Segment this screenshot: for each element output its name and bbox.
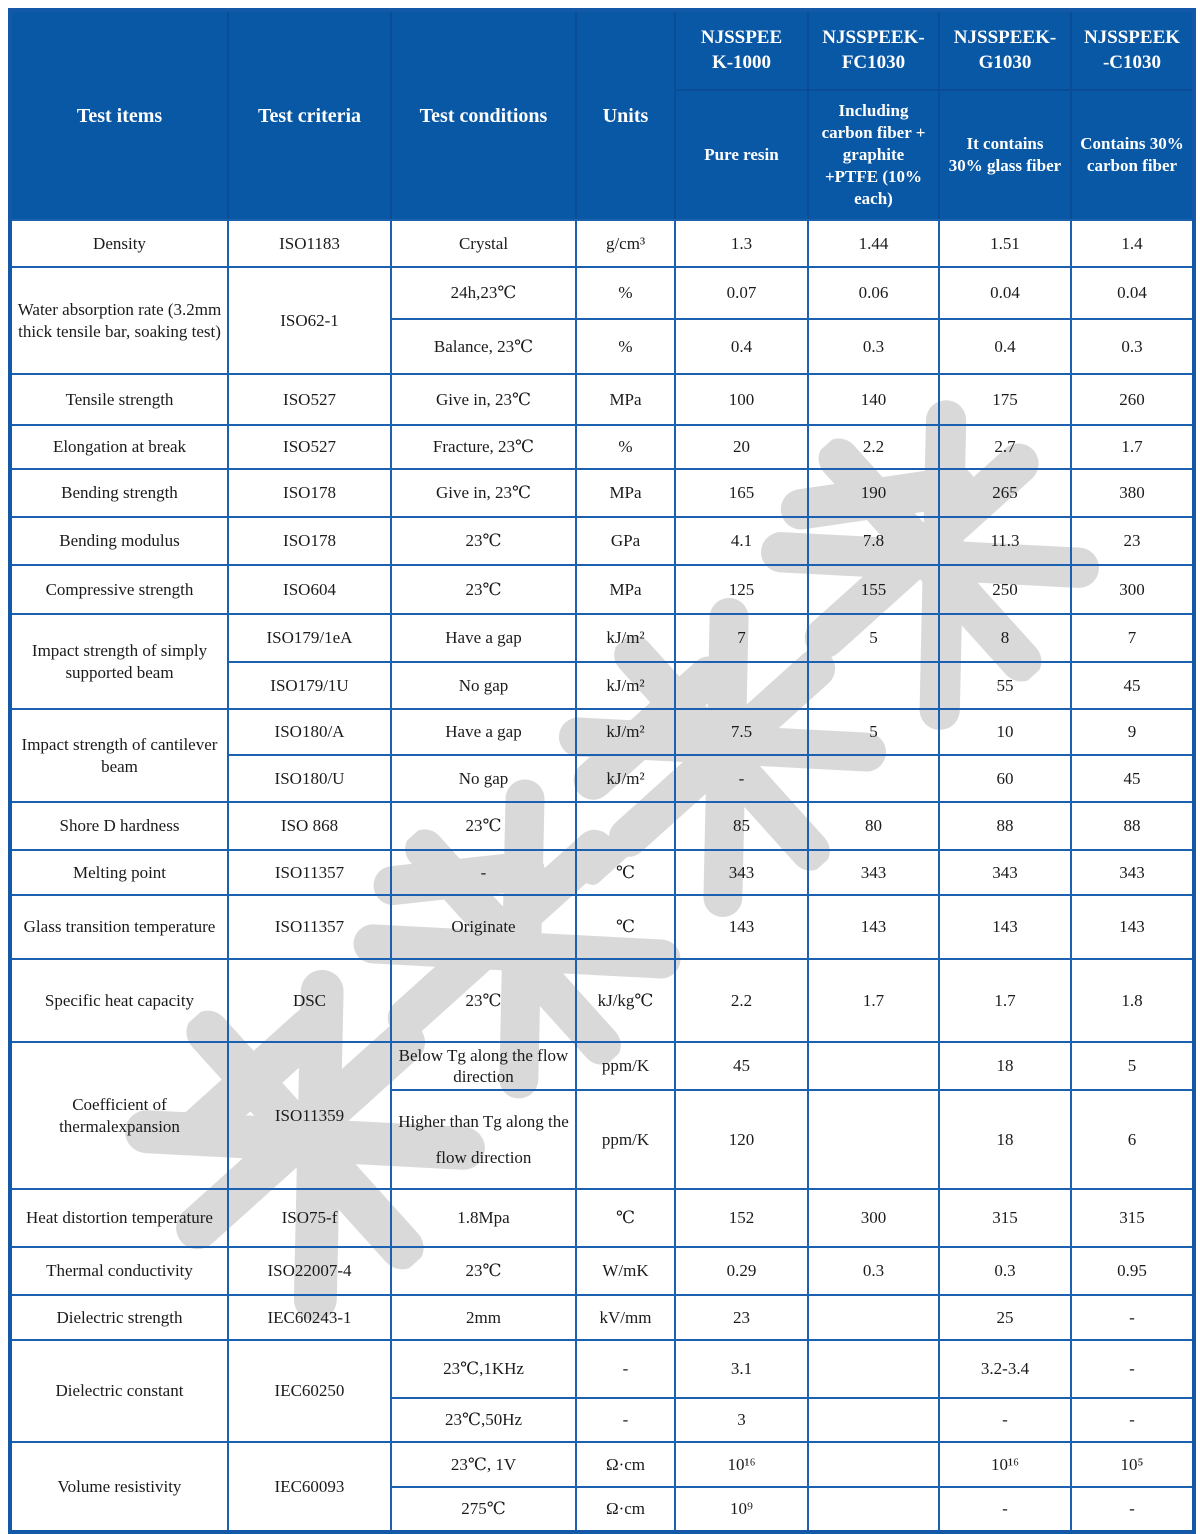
value-cell-g1030: 11.3 (939, 517, 1071, 565)
column-header: Units (576, 10, 675, 220)
value-cell-k1000: 0.4 (675, 319, 808, 374)
value-cell-g1030: 88 (939, 802, 1071, 850)
value-cell-k1000: 85 (675, 802, 808, 850)
unit-cell: g/cm³ (576, 220, 675, 267)
test-item-cell: Density (10, 220, 228, 267)
unit-cell: kJ/m² (576, 662, 675, 709)
table-row (10, 1295, 1194, 1340)
unit-cell: - (576, 1340, 675, 1398)
value-cell-c1030: 0.3 (1071, 319, 1194, 374)
test-item-cell: Glass transition temperature (10, 895, 228, 959)
column-header: Test conditions (391, 10, 576, 220)
value-cell-fc1030: 0.3 (808, 1247, 939, 1295)
value-cell-c1030: 10⁵ (1071, 1442, 1194, 1487)
value-cell-c1030: - (1071, 1340, 1194, 1398)
test-item-cell: Dielectric strength (10, 1295, 228, 1340)
table-row (10, 614, 1194, 662)
table-row (10, 374, 1194, 425)
value-cell-fc1030: 300 (808, 1189, 939, 1247)
value-cell-g1030: 3.2-3.4 (939, 1340, 1071, 1398)
value-cell-c1030: 315 (1071, 1189, 1194, 1247)
value-cell-k1000: 23 (675, 1295, 808, 1340)
value-cell-c1030: - (1071, 1295, 1194, 1340)
test-condition-cell: 275℃ (391, 1487, 576, 1532)
value-cell-k1000: 152 (675, 1189, 808, 1247)
value-cell-fc1030: 0.06 (808, 267, 939, 319)
table-row (10, 709, 1194, 755)
value-cell-c1030: 88 (1071, 802, 1194, 850)
test-criteria-cell: ISO178 (228, 517, 391, 565)
unit-cell: kJ/m² (576, 709, 675, 755)
value-cell-g1030: 18 (939, 1042, 1071, 1090)
value-cell-g1030: 10¹⁶ (939, 1442, 1071, 1487)
table-row (10, 1340, 1194, 1398)
value-cell-k1000: 100 (675, 374, 808, 425)
unit-cell: % (576, 425, 675, 469)
product-name-line: NJSSPEEK- (822, 26, 925, 48)
test-condition-cell: Originate (391, 895, 576, 959)
value-cell-c1030: 143 (1071, 895, 1194, 959)
product-name-line: NJSSPEEK (1083, 26, 1181, 48)
unit-cell: % (576, 267, 675, 319)
value-cell-fc1030: 143 (808, 895, 939, 959)
test-criteria-cell: ISO180/U (228, 755, 391, 802)
table-row (10, 1247, 1194, 1295)
test-condition-cell: Give in, 23℃ (391, 469, 576, 517)
value-cell-fc1030: 0.3 (808, 319, 939, 374)
unit-cell: ℃ (576, 1189, 675, 1247)
value-cell-fc1030 (808, 1487, 939, 1532)
value-cell-g1030: 60 (939, 755, 1071, 802)
table-row (10, 425, 1194, 469)
test-item-cell: Volume resistivity (10, 1442, 228, 1532)
product-description-header: It contains 30% glass fiber (939, 90, 1071, 220)
value-cell-fc1030 (808, 755, 939, 802)
test-criteria-cell: ISO180/A (228, 709, 391, 755)
test-criteria-cell: ISO75-f (228, 1189, 391, 1247)
value-cell-fc1030: 343 (808, 850, 939, 895)
test-item-cell: Heat distortion temperature (10, 1189, 228, 1247)
test-item-cell: Melting point (10, 850, 228, 895)
value-cell-g1030: 315 (939, 1189, 1071, 1247)
value-cell-k1000: 125 (675, 565, 808, 614)
value-cell-c1030: 1.7 (1071, 425, 1194, 469)
test-condition-cell: 23℃,1KHz (391, 1340, 576, 1398)
test-condition-cell: 23℃ (391, 517, 576, 565)
value-cell-g1030: 18 (939, 1090, 1071, 1189)
product-name-header (939, 10, 1071, 90)
unit-cell: ppm/K (576, 1042, 675, 1090)
test-condition-cell: Higher than Tg along the flow direction (391, 1090, 576, 1189)
table-row (10, 1042, 1194, 1090)
value-cell-g1030: - (939, 1398, 1071, 1442)
value-cell-g1030: 1.51 (939, 220, 1071, 267)
value-cell-k1000: 4.1 (675, 517, 808, 565)
unit-cell: ppm/K (576, 1090, 675, 1189)
test-condition-cell: Have a gap (391, 614, 576, 662)
table-row (10, 267, 1194, 319)
test-condition-cell: 23℃,50Hz (391, 1398, 576, 1442)
test-item-cell: Impact strength of cantilever beam (10, 709, 228, 802)
test-condition-cell: Have a gap (391, 709, 576, 755)
table-row (10, 895, 1194, 959)
unit-cell: W/mK (576, 1247, 675, 1295)
test-criteria-cell: IEC60093 (228, 1442, 391, 1532)
unit-cell: kJ/kg℃ (576, 959, 675, 1042)
value-cell-k1000 (675, 662, 808, 709)
value-cell-g1030: 0.04 (939, 267, 1071, 319)
value-cell-k1000: 7 (675, 614, 808, 662)
product-name-line: G1030 (978, 51, 1032, 73)
value-cell-c1030: 260 (1071, 374, 1194, 425)
value-cell-fc1030 (808, 1442, 939, 1487)
value-cell-g1030: - (939, 1487, 1071, 1532)
value-cell-k1000: 143 (675, 895, 808, 959)
test-item-cell: Coefficient of thermalexpansion (10, 1042, 228, 1189)
test-condition-cell: Below Tg along the flow direction (391, 1042, 576, 1090)
value-cell-k1000: 10¹⁶ (675, 1442, 808, 1487)
test-condition-cell: 1.8Mpa (391, 1189, 576, 1247)
product-name-header (1071, 10, 1194, 90)
value-cell-g1030: 0.4 (939, 319, 1071, 374)
test-item-cell: Shore D hardness (10, 802, 228, 850)
test-criteria-cell: ISO62-1 (228, 267, 391, 374)
product-description-header: Contains 30% carbon fiber (1071, 90, 1194, 220)
table-row (10, 517, 1194, 565)
value-cell-fc1030: 190 (808, 469, 939, 517)
test-item-cell: Tensile strength (10, 374, 228, 425)
spec-table-wrap (8, 8, 1196, 1534)
test-criteria-cell: IEC60243-1 (228, 1295, 391, 1340)
value-cell-c1030: 0.95 (1071, 1247, 1194, 1295)
value-cell-k1000: 10⁹ (675, 1487, 808, 1532)
unit-cell: kV/mm (576, 1295, 675, 1340)
value-cell-c1030: 1.4 (1071, 220, 1194, 267)
product-name-line: FC1030 (841, 51, 906, 73)
test-item-cell: Water absorption rate (3.2mm thick tensile bar, soaking test) (10, 267, 228, 374)
table-row (10, 469, 1194, 517)
test-condition-cell: Balance, 23℃ (391, 319, 576, 374)
product-name-header (675, 10, 808, 90)
test-criteria-cell: DSC (228, 959, 391, 1042)
test-condition-cell: Give in, 23℃ (391, 374, 576, 425)
value-cell-c1030: 23 (1071, 517, 1194, 565)
value-cell-fc1030: 5 (808, 614, 939, 662)
test-criteria-cell: ISO 868 (228, 802, 391, 850)
test-criteria-cell: ISO527 (228, 425, 391, 469)
test-item-cell: Bending modulus (10, 517, 228, 565)
value-cell-g1030: 0.3 (939, 1247, 1071, 1295)
test-criteria-cell: ISO527 (228, 374, 391, 425)
value-cell-fc1030: 80 (808, 802, 939, 850)
test-condition-cell: 23℃ (391, 802, 576, 850)
value-cell-fc1030 (808, 1042, 939, 1090)
unit-cell: kJ/m² (576, 755, 675, 802)
value-cell-fc1030: 2.2 (808, 425, 939, 469)
test-condition-cell: 24h,23℃ (391, 267, 576, 319)
value-cell-fc1030: 5 (808, 709, 939, 755)
test-condition-cell: Fracture, 23℃ (391, 425, 576, 469)
test-item-cell: Thermal conductivity (10, 1247, 228, 1295)
value-cell-c1030: - (1071, 1487, 1194, 1532)
unit-cell (576, 802, 675, 850)
product-description-header: Pure resin (675, 90, 808, 220)
test-item-cell: Elongation at break (10, 425, 228, 469)
table-row (10, 220, 1194, 267)
value-cell-c1030: 0.04 (1071, 267, 1194, 319)
unit-cell: ℃ (576, 850, 675, 895)
product-name-line: NJSSPEEK- (953, 26, 1057, 48)
table-row (10, 959, 1194, 1042)
value-cell-fc1030 (808, 1340, 939, 1398)
value-cell-g1030: 10 (939, 709, 1071, 755)
value-cell-fc1030 (808, 662, 939, 709)
value-cell-k1000: 1.3 (675, 220, 808, 267)
value-cell-c1030: 300 (1071, 565, 1194, 614)
test-item-cell: Impact strength of simply supported beam (10, 614, 228, 709)
unit-cell: Ω·cm (576, 1442, 675, 1487)
value-cell-k1000: 343 (675, 850, 808, 895)
value-cell-c1030: 45 (1071, 755, 1194, 802)
table-row (10, 1442, 1194, 1487)
spec-table (8, 8, 1196, 1534)
product-name-line: -C1030 (1102, 51, 1162, 73)
unit-cell: kJ/m² (576, 614, 675, 662)
value-cell-g1030: 265 (939, 469, 1071, 517)
column-header: Test items (10, 10, 228, 220)
test-condition-cell: 23℃, 1V (391, 1442, 576, 1487)
value-cell-k1000: 7.5 (675, 709, 808, 755)
table-row (10, 850, 1194, 895)
value-cell-k1000: 20 (675, 425, 808, 469)
value-cell-c1030: 45 (1071, 662, 1194, 709)
test-condition-cell: - (391, 850, 576, 895)
test-criteria-cell: ISO1183 (228, 220, 391, 267)
value-cell-fc1030 (808, 1398, 939, 1442)
unit-cell: MPa (576, 374, 675, 425)
unit-cell: - (576, 1398, 675, 1442)
value-cell-fc1030 (808, 1090, 939, 1189)
product-name-line: NJSSPEE (700, 26, 783, 48)
value-cell-c1030: - (1071, 1398, 1194, 1442)
value-cell-g1030: 2.7 (939, 425, 1071, 469)
value-cell-k1000: - (675, 755, 808, 802)
test-criteria-cell: ISO11357 (228, 895, 391, 959)
value-cell-c1030: 343 (1071, 850, 1194, 895)
value-cell-k1000: 45 (675, 1042, 808, 1090)
unit-cell: MPa (576, 469, 675, 517)
value-cell-k1000: 165 (675, 469, 808, 517)
test-criteria-cell: ISO11357 (228, 850, 391, 895)
value-cell-g1030: 1.7 (939, 959, 1071, 1042)
unit-cell: ℃ (576, 895, 675, 959)
spec-table-body (10, 220, 1194, 1532)
value-cell-g1030: 143 (939, 895, 1071, 959)
value-cell-fc1030: 140 (808, 374, 939, 425)
unit-cell: GPa (576, 517, 675, 565)
value-cell-c1030: 380 (1071, 469, 1194, 517)
value-cell-g1030: 250 (939, 565, 1071, 614)
value-cell-k1000: 0.07 (675, 267, 808, 319)
value-cell-k1000: 0.29 (675, 1247, 808, 1295)
test-criteria-cell: ISO11359 (228, 1042, 391, 1189)
value-cell-c1030: 7 (1071, 614, 1194, 662)
table-row (10, 1189, 1194, 1247)
test-item-cell: Bending strength (10, 469, 228, 517)
test-criteria-cell: ISO22007-4 (228, 1247, 391, 1295)
test-condition-cell: 23℃ (391, 565, 576, 614)
test-condition-cell: No gap (391, 755, 576, 802)
value-cell-fc1030: 7.8 (808, 517, 939, 565)
spec-table-head (10, 10, 1194, 220)
test-criteria-cell: ISO179/1eA (228, 614, 391, 662)
value-cell-fc1030: 1.7 (808, 959, 939, 1042)
test-criteria-cell: IEC60250 (228, 1340, 391, 1442)
test-condition-cell: 23℃ (391, 959, 576, 1042)
value-cell-c1030: 9 (1071, 709, 1194, 755)
value-cell-g1030: 343 (939, 850, 1071, 895)
test-criteria-cell: ISO604 (228, 565, 391, 614)
value-cell-g1030: 55 (939, 662, 1071, 709)
value-cell-g1030: 175 (939, 374, 1071, 425)
test-condition-cell: No gap (391, 662, 576, 709)
value-cell-fc1030: 1.44 (808, 220, 939, 267)
value-cell-k1000: 120 (675, 1090, 808, 1189)
value-cell-g1030: 25 (939, 1295, 1071, 1340)
test-criteria-cell: ISO179/1U (228, 662, 391, 709)
value-cell-c1030: 5 (1071, 1042, 1194, 1090)
value-cell-c1030: 6 (1071, 1090, 1194, 1189)
table-row (10, 565, 1194, 614)
value-cell-k1000: 3.1 (675, 1340, 808, 1398)
product-name-line: K-1000 (711, 51, 772, 73)
test-item-cell: Dielectric constant (10, 1340, 228, 1442)
test-item-cell: Compressive strength (10, 565, 228, 614)
test-item-cell: Specific heat capacity (10, 959, 228, 1042)
unit-cell: Ω·cm (576, 1487, 675, 1532)
product-description-header: Including carbon fiber + graphite +PTFE (10% each) (808, 90, 939, 220)
value-cell-k1000: 2.2 (675, 959, 808, 1042)
unit-cell: MPa (576, 565, 675, 614)
test-condition-cell: 23℃ (391, 1247, 576, 1295)
unit-cell: % (576, 319, 675, 374)
table-row (10, 802, 1194, 850)
value-cell-c1030: 1.8 (1071, 959, 1194, 1042)
test-criteria-cell: ISO178 (228, 469, 391, 517)
column-header: Test criteria (228, 10, 391, 220)
product-name-header (808, 10, 939, 90)
test-condition-cell: Crystal (391, 220, 576, 267)
value-cell-k1000: 3 (675, 1398, 808, 1442)
value-cell-fc1030 (808, 1295, 939, 1340)
value-cell-fc1030: 155 (808, 565, 939, 614)
value-cell-g1030: 8 (939, 614, 1071, 662)
test-condition-cell: 2mm (391, 1295, 576, 1340)
